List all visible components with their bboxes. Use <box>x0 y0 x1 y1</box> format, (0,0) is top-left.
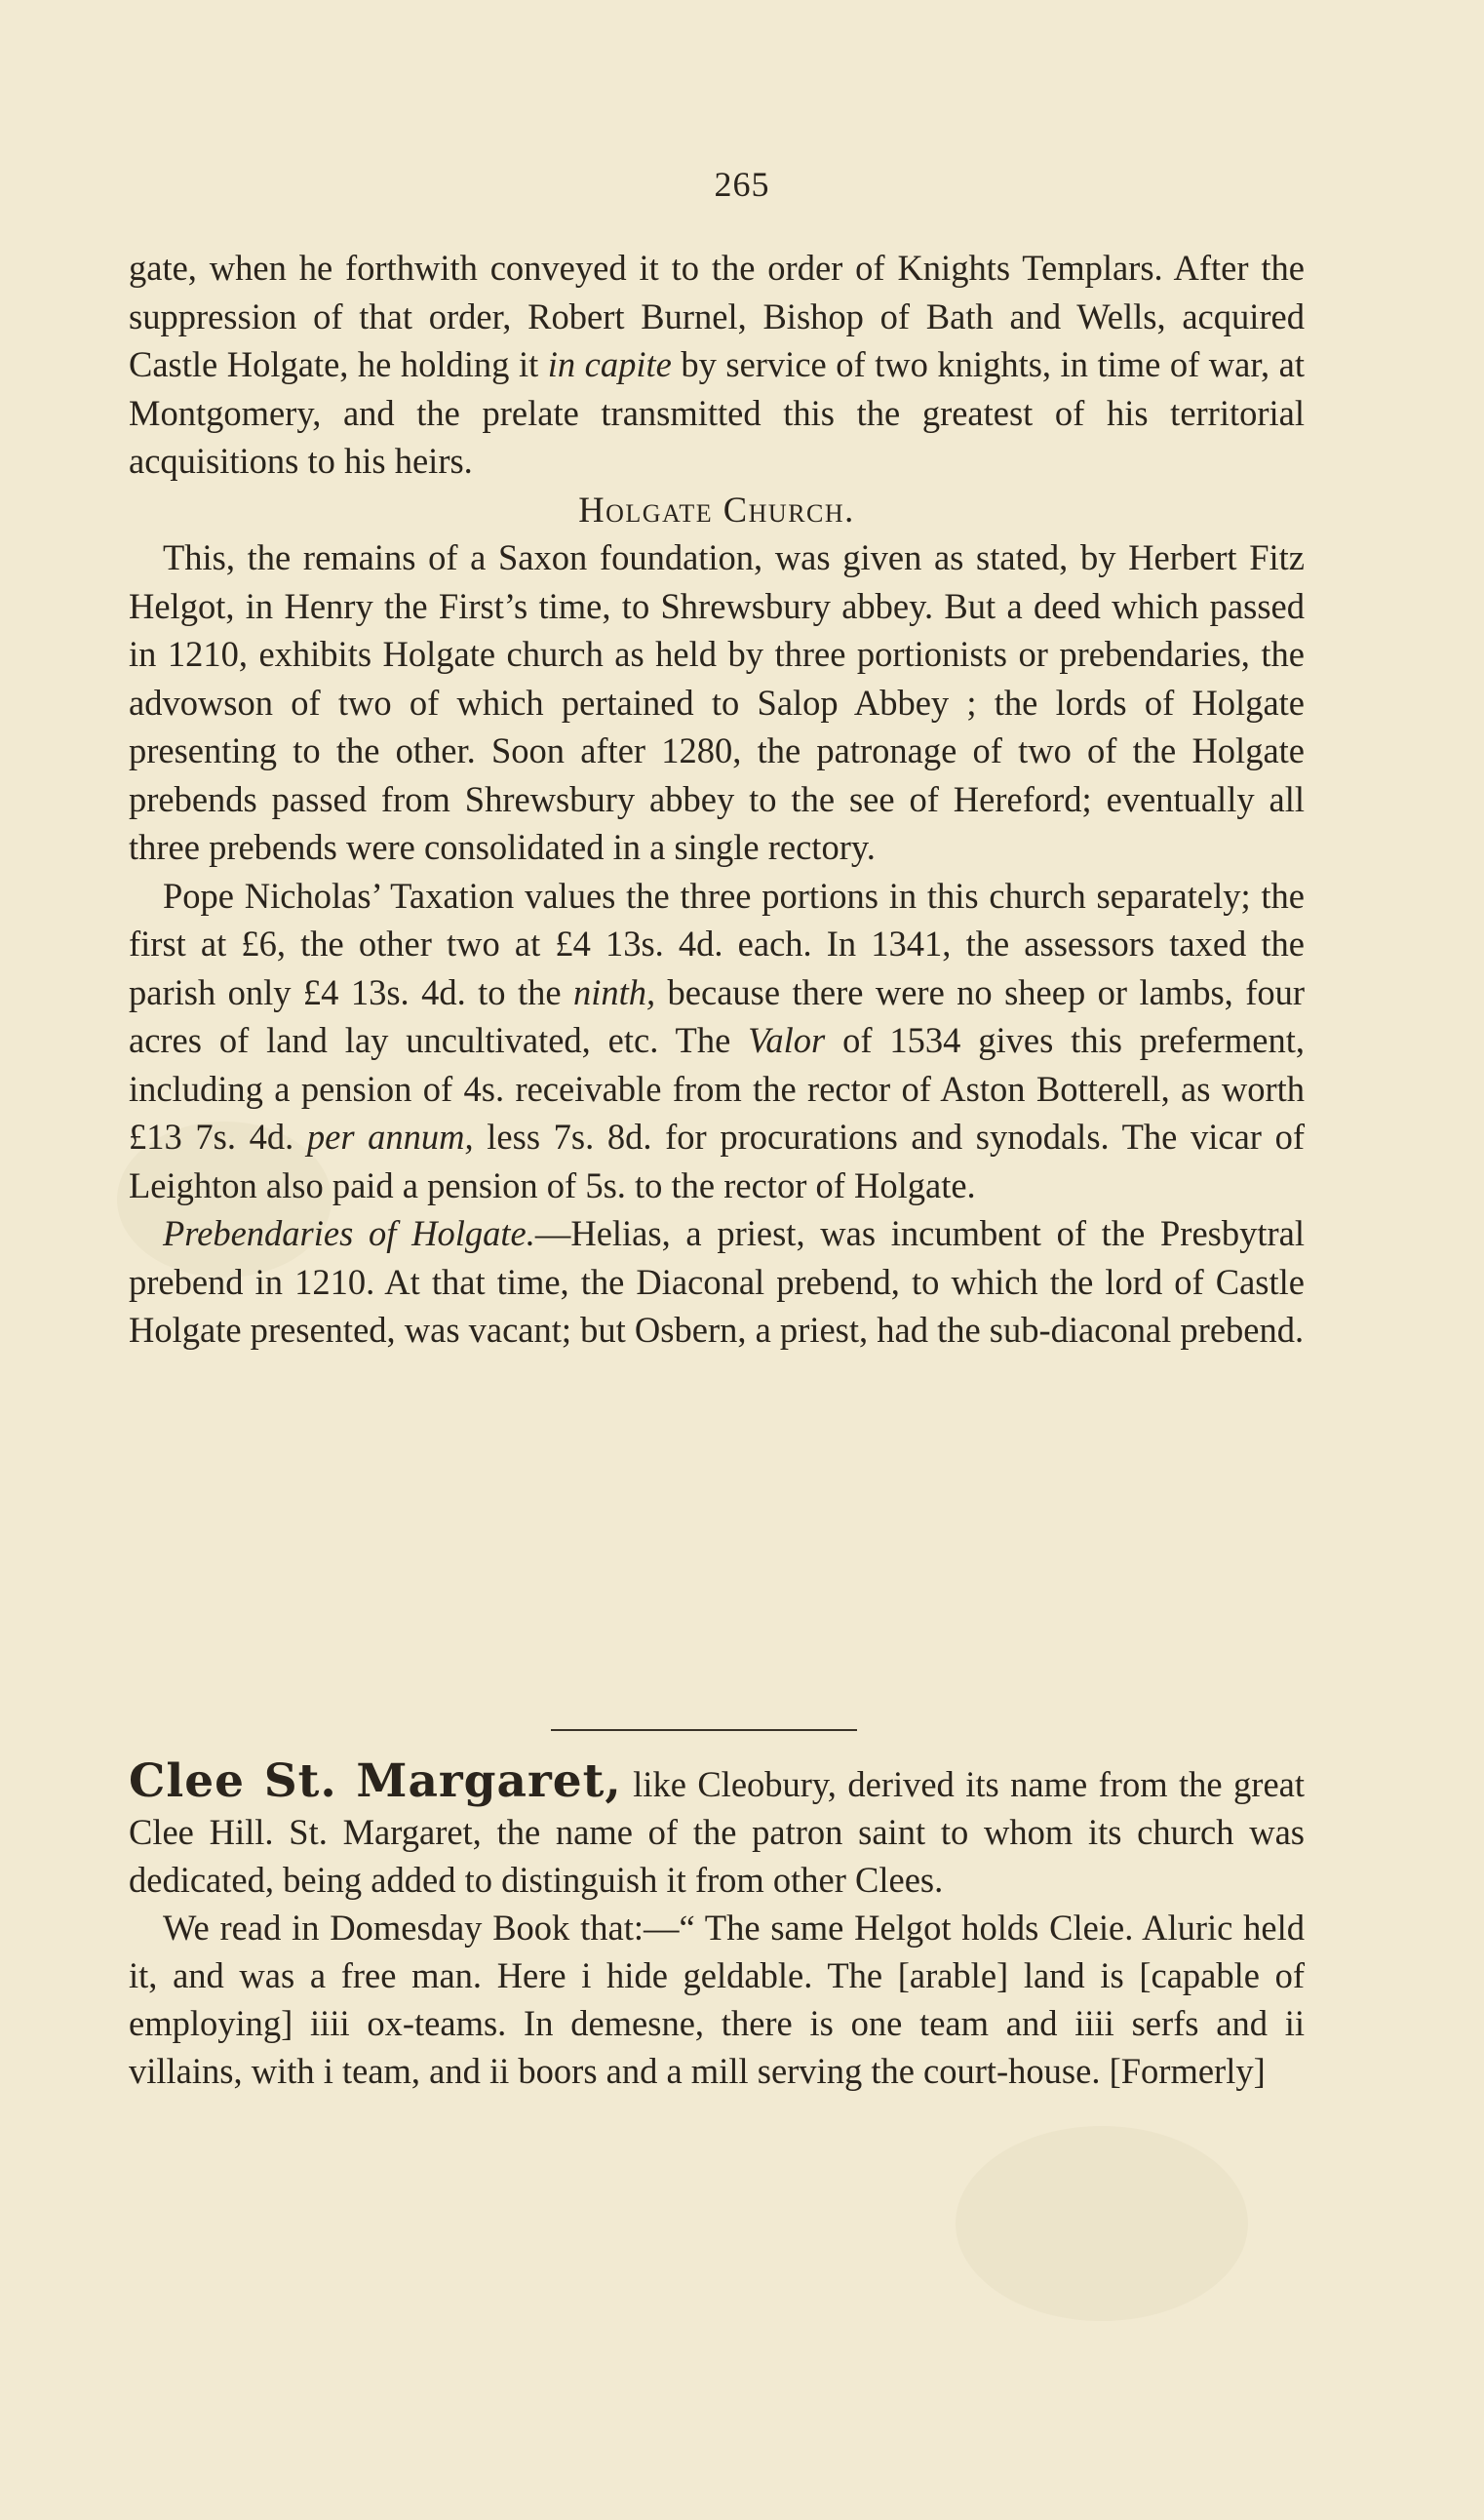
paragraph-prebendaries <box>129 1209 1305 1355</box>
text-run: by service of two knights, in time of war, at Montgomery, and the prelate transmitted this the greatest of his territorial acquisitions to his heirs. <box>129 344 1305 481</box>
italic-term: in capite <box>547 344 672 384</box>
paragraph-taxation <box>129 872 1305 1210</box>
italic-term: per annum, <box>306 1117 474 1157</box>
blackletter-title: Clee St. Margaret, <box>129 1754 622 1808</box>
page-number: 265 <box>714 165 770 204</box>
paragraph-holgate-church: This, the remains of a Saxon foundation, was given as stated, by Herbert Fitz Helgot, in Henry the First’s time, to Shrewsbury abbey. But a deed which passed in 1210, exhibits Holgate church as held by three portionists or prebendaries, the advowson of two of which pertained to Salop Abbey ; the lords of Holgate presenting to the other. Soon after 1280, the patronage of two of the Holgate prebends passed from Shrewsbury abbey to the see of Hereford; eventually all three prebends were consolidated in a single rectory. <box>129 537 1305 867</box>
text-run: gate, when he forthwith conveyed it to the order of Knights Templars. After the suppression of that order, Robert Burnel, Bishop of Bath and Wells, acquired Castle Holgate, he holding it <box>129 248 1305 384</box>
text-run: like Cleobury, derived its name from the great Clee Hill. St. Margaret, the name of the patron saint to whom its church was dedicated, being added to distinguish it from other Clees. <box>129 1764 1306 1900</box>
section-clee-st-margaret <box>129 1754 1306 2095</box>
italic-subheading: Prebendaries of Holgate. <box>163 1213 535 1253</box>
section-holgate <box>129 244 1305 1355</box>
italic-term: ninth, <box>572 971 656 1012</box>
text-run: Pope Nicholas’ Taxation values the three portions in this church separately; the first at £6, the other two at £4 13s. 4d. each. In 1341, the assessors taxed the parish only £4 13s. 4d. to the <box>129 875 1305 1012</box>
text-run: —Helias, a priest, was incumbent of the Presbytral prebend in 1210. At that time, the Diaconal prebend, to which the lord of Castle Holgate presented, was vacant; but Osbern, a priest, had the sub-diaconal prebend. <box>129 1213 1305 1350</box>
paragraph-clee-intro <box>129 1754 1306 1904</box>
section-heading: Holgate Church. <box>578 489 855 530</box>
italic-term: Valor <box>748 1020 826 1060</box>
paper-stain <box>956 2126 1248 2321</box>
text-run: because there were no sheep or lambs, four acres of land lay uncultivated, etc. The <box>129 971 1305 1060</box>
paragraph-castle-holgate <box>129 244 1305 486</box>
text-run: less 7s. 8d. for procurations and synodals. The vicar of Leighton also paid a pension of 5s. to the rector of Holgate. <box>129 1117 1305 1205</box>
section-divider <box>551 1729 857 1731</box>
text-run: of 1534 gives this preferment, including a pension of 4s. receivable from the rector of Aston Botterell, as worth £13 7s. 4d. <box>129 1020 1305 1157</box>
paragraph-domesday: We read in Domesday Book that:—“ The same Helgot holds Cleie. Aluric held it, and was a free man. Here i hide geldable. The [arable] land is [capable of employing] iiii ox-teams. In demesne, there is one team and iiii serfs and ii villains, with i team, and ii boors and a mill serving the court-house. [Formerly] <box>129 1908 1305 2091</box>
